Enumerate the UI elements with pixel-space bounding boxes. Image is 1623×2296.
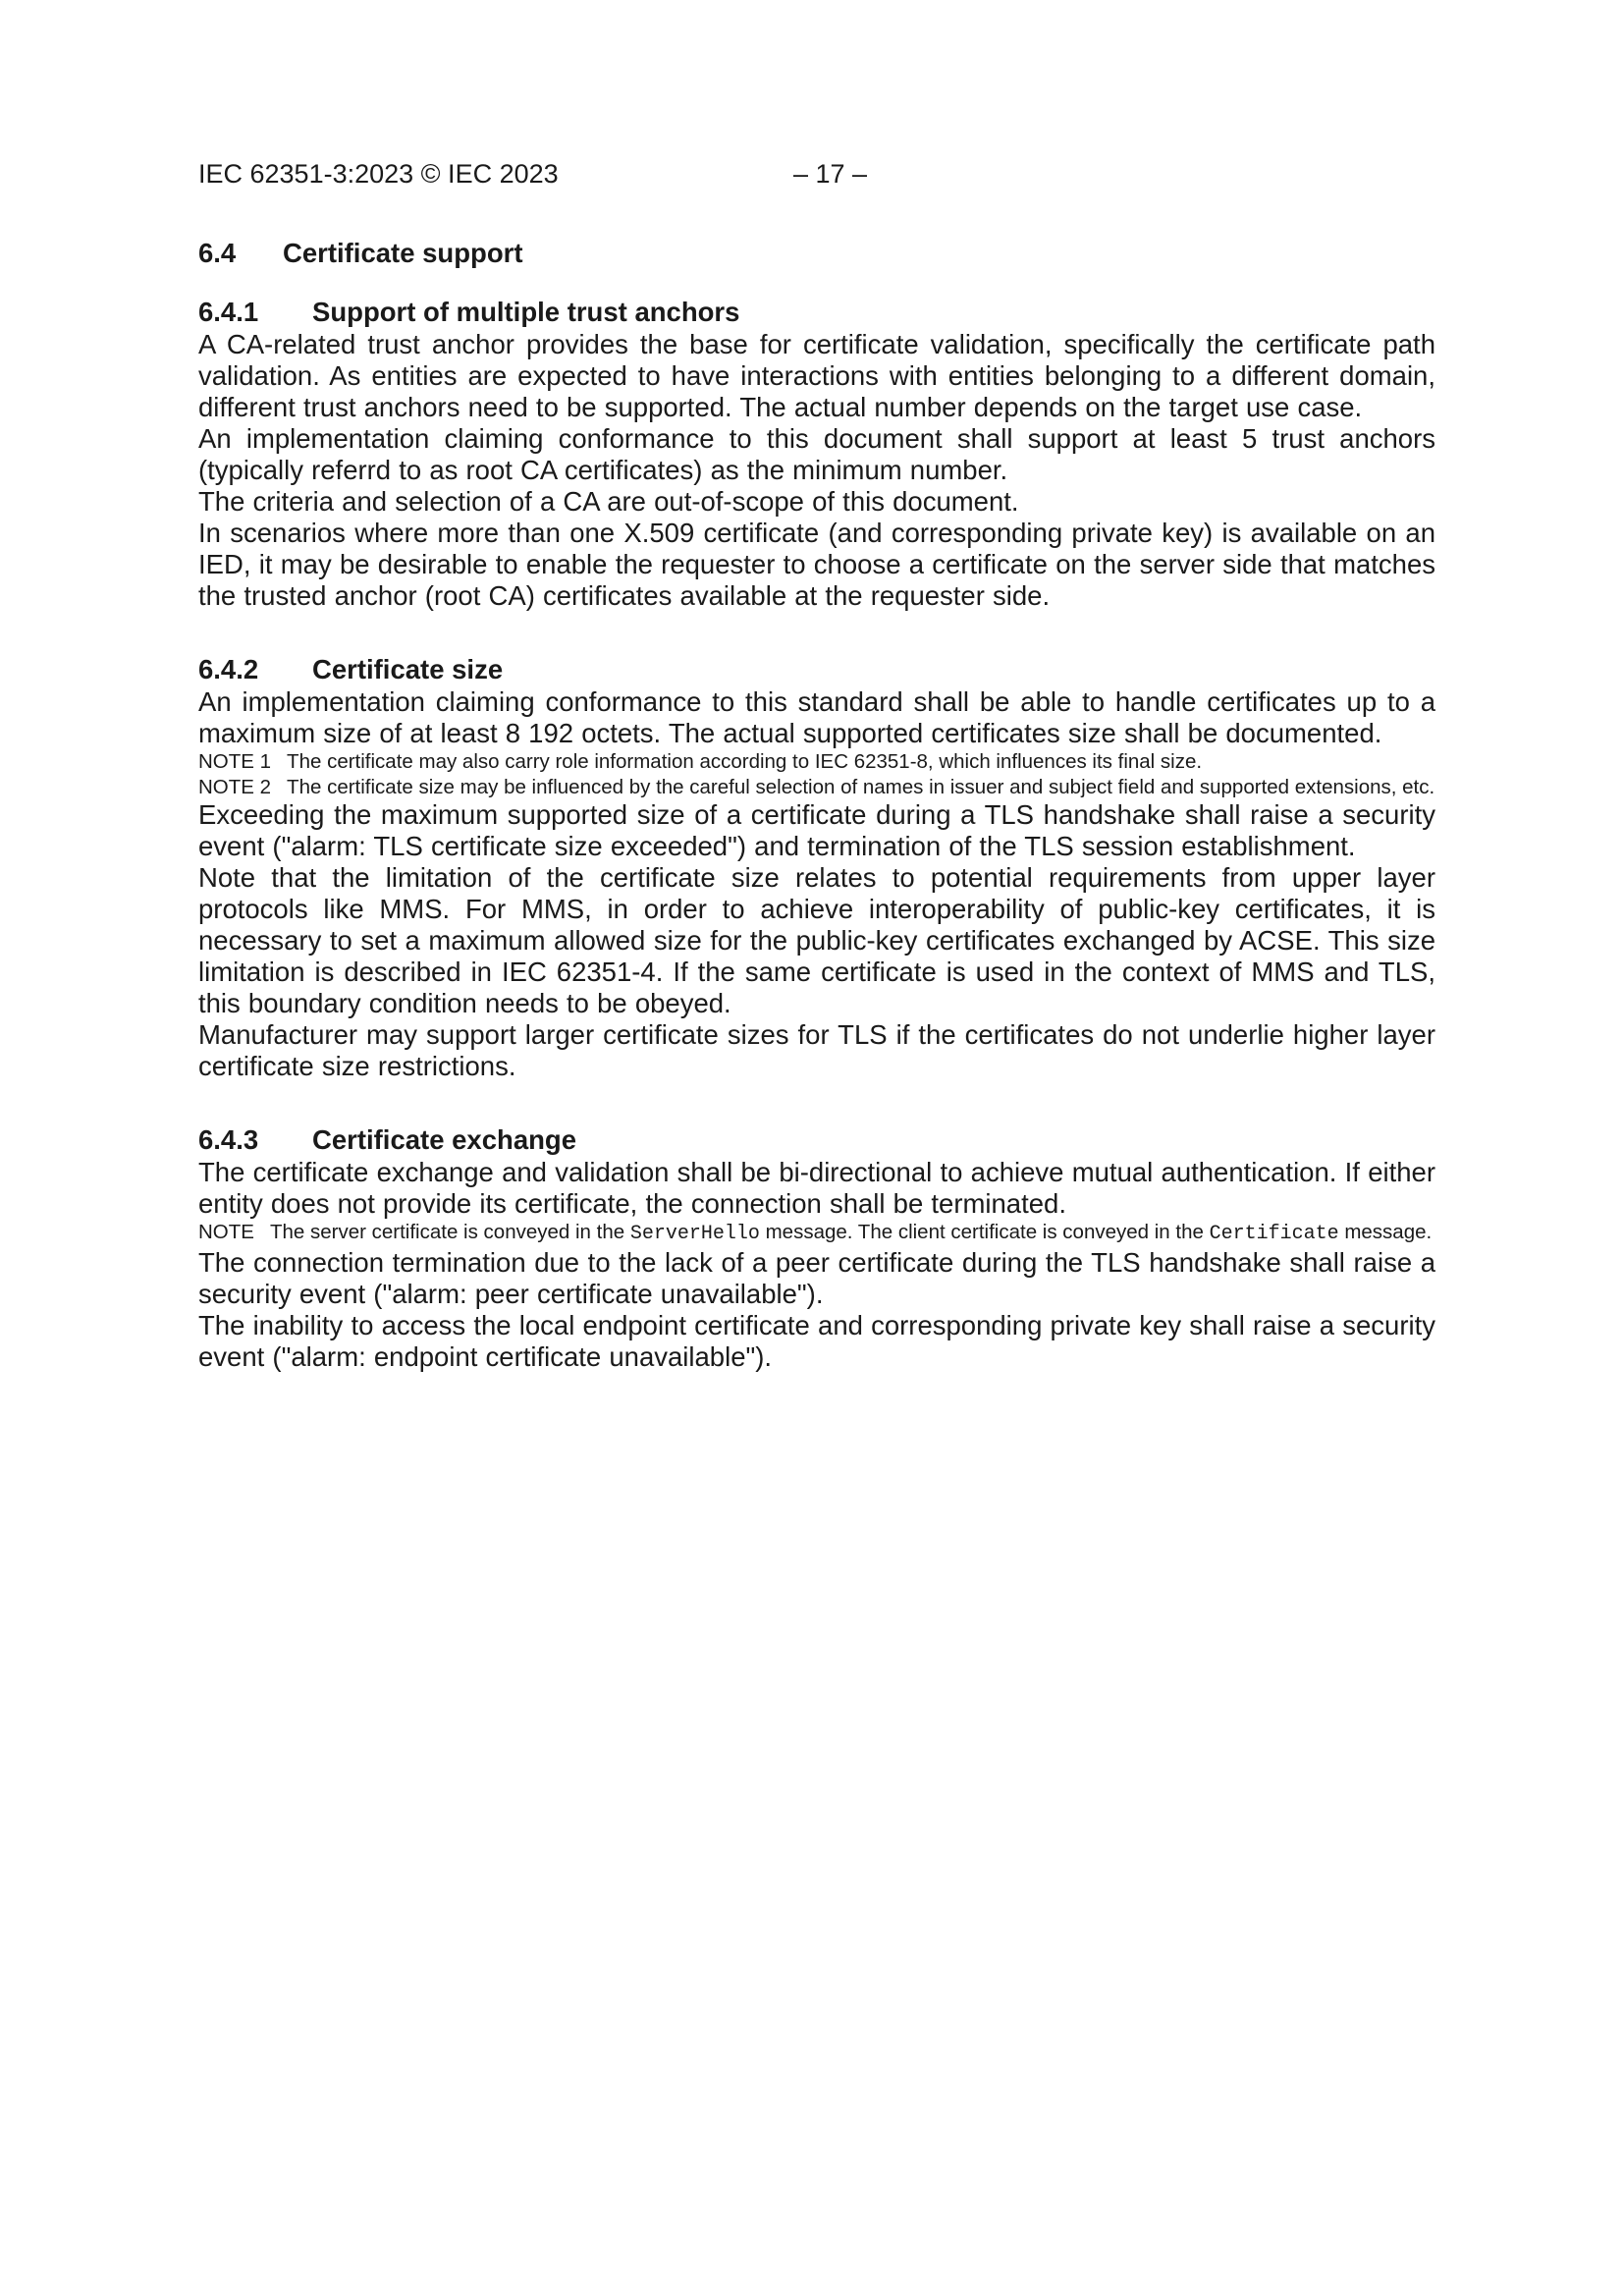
paragraph-peer-certificate-alarm: The connection termination due to the lack of a peer certificate during the TLS handshake shall raise a security event ("alarm: peer certificate unavailable").: [198, 1246, 1435, 1309]
heading-6-4-2-title: Certificate size: [312, 654, 504, 684]
paragraph-trust-anchor-base: A CA-related trust anchor provides the base for certificate validation, specifically the certificate path validation. As entities are expected to have interactions with entities belonging to a different domain, different trust anchors need to be supported. The actual number depends on the target use case.: [198, 329, 1435, 422]
heading-6-4-2: [198, 653, 1435, 686]
note-2-name-selection: [198, 775, 1435, 800]
note-text-part-1: The server certificate is conveyed in the: [269, 1221, 625, 1243]
note-certificate-conveyance: [198, 1220, 1435, 1247]
heading-6-4-3-number: 6.4.3: [198, 1124, 259, 1155]
heading-6-4-1-title: Support of multiple trust anchors: [312, 297, 740, 327]
note-2-text: The certificate size may be influenced by the careful selection of names in issuer and subject field and supported extensions, etc.: [287, 775, 1435, 798]
paragraph-certificate-size-limit: An implementation claiming conformance to this standard shall be able to handle certificates up to a maximum size of at least 8 192 octets. The actual supported certificates size shall be documented.: [198, 686, 1435, 748]
note-2-label: NOTE 2: [198, 775, 272, 798]
paragraph-mutual-authentication: The certificate exchange and validation shall be bi-directional to achieve mutual authentication. If either entity does not provide its certificate, the connection shall be terminated.: [198, 1157, 1435, 1219]
header-page-number: – 17 –: [793, 159, 868, 189]
page-header: [198, 159, 1435, 194]
note-code-serverhello: ServerHello: [629, 1223, 760, 1245]
page-content: [198, 237, 1435, 1373]
heading-6-4: [198, 237, 1435, 270]
heading-6-4-title: Certificate support: [283, 238, 523, 268]
heading-6-4-2-number: 6.4.2: [198, 654, 259, 684]
note-label: NOTE: [198, 1221, 254, 1243]
header-document-id: IEC 62351-3:2023 © IEC 2023: [198, 159, 559, 189]
paragraph-mms-limitation: Note that the limitation of the certificate size relates to potential requirements from upper layer protocols like MMS. For MMS, in order to achieve interoperability of public-key certificates, it is necessary to set a maximum allowed size for the public-key certificates exchanged by ACSE. This size limitation is described in IEC 62351-4. If the same certificate is used in the context of MMS and TLS, this boundary condition needs to be obeyed.: [198, 862, 1435, 1018]
paragraph-size-exceeded-alarm: Exceeding the maximum supported size of a certificate during a TLS handshake shall raise a security event ("alarm: TLS certificate size exceeded") and termination of the TLS session establishment.: [198, 799, 1435, 861]
paragraph-ca-scope: The criteria and selection of a CA are out-of-scope of this document.: [198, 486, 1019, 517]
heading-6-4-1-number: 6.4.1: [198, 297, 259, 327]
heading-6-4-number: 6.4: [198, 238, 237, 268]
note-code-certificate: Certificate: [1209, 1223, 1339, 1245]
note-text-part-3: message.: [1344, 1221, 1433, 1243]
note-text-part-2: message. The client certificate is conveyed in the: [765, 1221, 1204, 1243]
note-1-label: NOTE 1: [198, 750, 272, 773]
heading-6-4-3-title: Certificate exchange: [312, 1124, 576, 1155]
note-1-text: The certificate may also carry role information according to IEC 62351-8, which influences its final size.: [287, 750, 1203, 773]
heading-6-4-1: [198, 296, 1435, 329]
paragraph-endpoint-certificate-alarm: The inability to access the local endpoint certificate and corresponding private key shall raise a security event ("alarm: endpoint certificate unavailable").: [198, 1309, 1435, 1372]
paragraph-larger-sizes: Manufacturer may support larger certificate sizes for TLS if the certificates do not underlie higher layer certificate size restrictions.: [198, 1019, 1435, 1081]
paragraph-trust-anchor-minimum: An implementation claiming conformance to this document shall support at least 5 trust anchors (typically referrd to as root CA certificates) as the minimum number.: [198, 423, 1435, 485]
note-1-role-information: [198, 749, 1435, 775]
heading-6-4-3: [198, 1123, 1435, 1157]
paragraph-certificate-choice: In scenarios where more than one X.509 certificate (and corresponding private key) is available on an IED, it may be desirable to enable the requester to choose a certificate on the server side that matches the trusted anchor (root CA) certificates available at the requester side.: [198, 518, 1435, 611]
